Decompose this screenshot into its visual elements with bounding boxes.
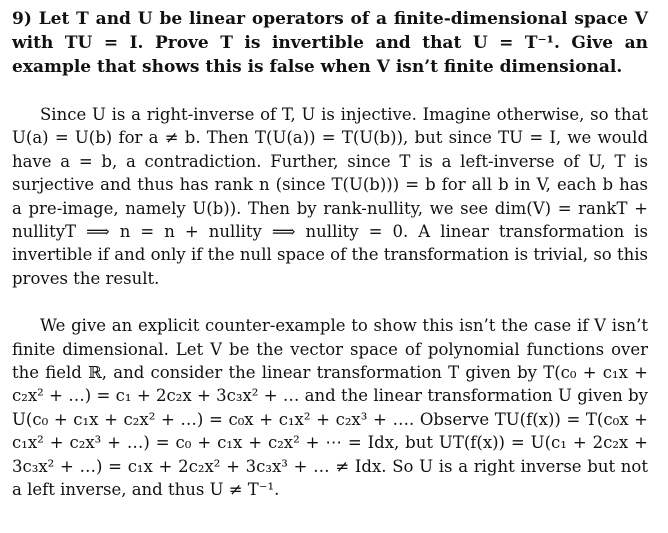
problem-statement: 9) Let T and U be linear operators of a finite-dimensional space V with TU = I. Prove T is invertible and that U = T⁻¹. Give an example that shows this is false when V isn’t finite dimensional. (12, 9, 648, 77)
counterexample-paragraph: We give an explicit counter-example to show this isn’t the case if V isn’t finite dimensional. Let V be the vector space of polynomial functions over the field ℝ, and consider the linear transformation T given by T(c₀ + c₁x + c₂x² + …) = c₁ + 2c₂x + 3c₃x² + … and the linear transformation U given by U(c₀ + c₁x + c₂x² + …) = c₀x + c₁x² + c₂x³ + …. Observe TU(f(x)) = T(c₀x + c₁x² + c₂x³ + …) = c₀ + c₁x + c₂x² + ⋯ = Idx, but UT(f(x)) = U(c₁ + 2c₂x + 3c₃x² + …) = c₁x + 2c₂x² + 3c₃x³ + … ≠ Idx. So U is a right inverse but not a left inverse, and thus U ≠ T⁻¹. (12, 316, 648, 500)
proof-paragraph: Since U is a right-inverse of T, U is injective. Imagine otherwise, so that U(a) = U(b) for a ≠ b. Then T(U(a)) = T(U(b)), but since TU = I, we would have a = b, a contradiction. Further, since T is a left-inverse of U, T is surjective and thus has rank n (since T(U(b))) = b for all b in V, each b has a pre-image, namely U(b)). Then by rank-nullity, we see dim(V) = rankT + nullityT ⟹ n = n + nullity ⟹ nullity = 0. A linear transformation is invertible if and only if the null space of the transformation is trivial, so this proves the result. (12, 105, 648, 288)
